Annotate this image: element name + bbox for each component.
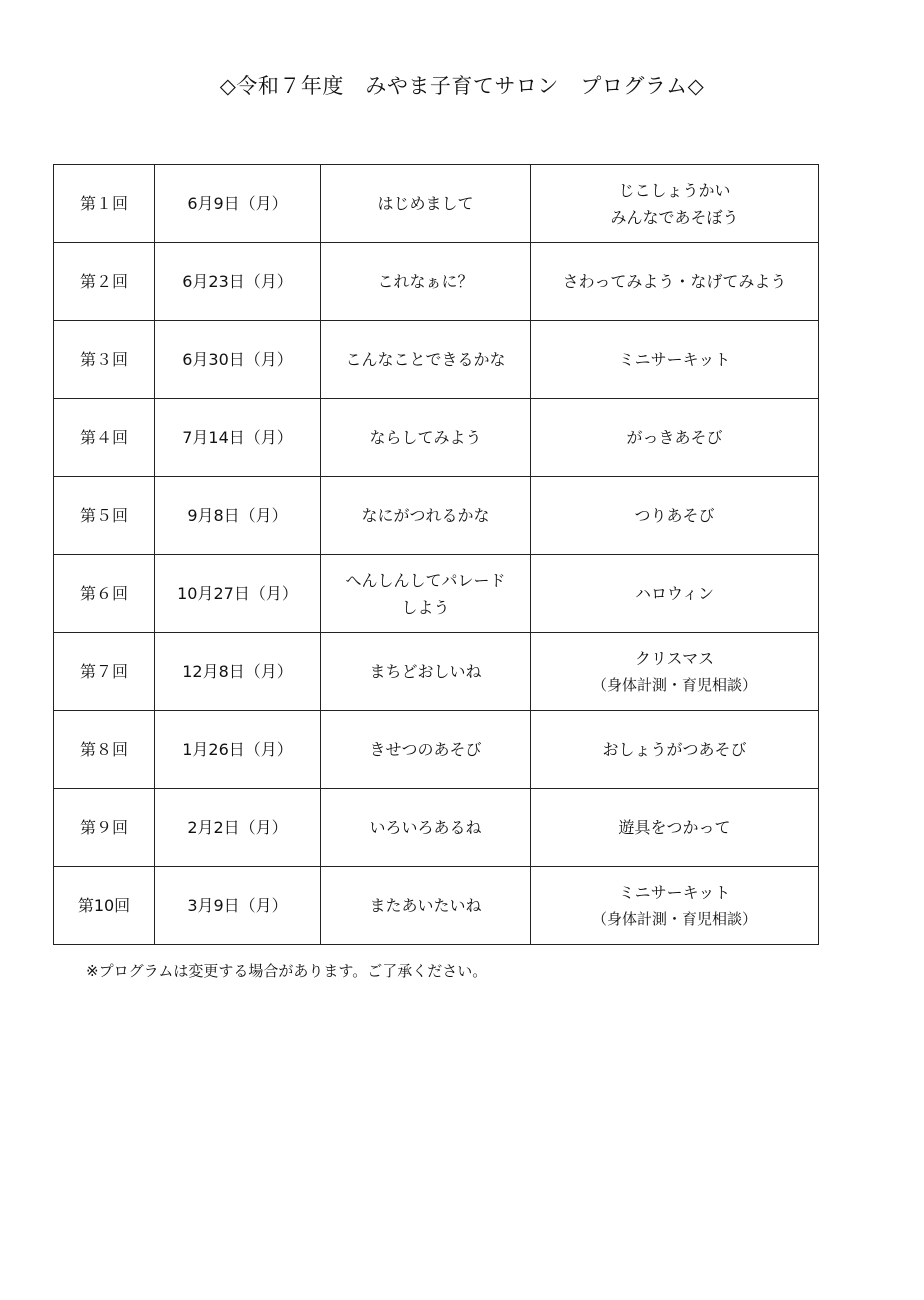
- session-theme: [321, 711, 531, 789]
- session-date: 9月8日（月）: [155, 477, 321, 555]
- session-date: 10月27日（月）: [155, 555, 321, 633]
- session-theme: [321, 477, 531, 555]
- footnote: ※プログラムは変更する場合があります。ご了承ください。: [86, 962, 488, 980]
- session-date: 12月8日（月）: [155, 633, 321, 711]
- table-row: [54, 243, 819, 321]
- theme-line: はじめまして: [377, 194, 474, 213]
- activity-line: みんなであそぼう: [610, 207, 739, 227]
- activity-line: がっきあそび: [626, 428, 723, 447]
- activity-line: 遊具をつかって: [618, 818, 731, 837]
- session-theme: [321, 633, 531, 711]
- table-row: [54, 321, 819, 399]
- theme-line: きせつのあそび: [369, 740, 482, 759]
- activity-line: さわってみよう・なげてみよう: [562, 272, 787, 291]
- session-date: 6月30日（月）: [155, 321, 321, 399]
- session-number: 第３回: [54, 321, 155, 399]
- table-row: [54, 477, 819, 555]
- session-theme: [321, 555, 531, 633]
- session-activity: [531, 555, 819, 633]
- session-number: 第１回: [54, 165, 155, 243]
- session-date: 6月23日（月）: [155, 243, 321, 321]
- session-theme: [321, 243, 531, 321]
- session-date: 1月26日（月）: [155, 711, 321, 789]
- theme-line: なにがつれるかな: [361, 506, 490, 525]
- theme-line: ならしてみよう: [369, 428, 482, 447]
- theme-line: いろいろあるね: [369, 818, 482, 837]
- session-number: 第２回: [54, 243, 155, 321]
- session-date: 3月9日（月）: [155, 867, 321, 945]
- session-number: 第９回: [54, 789, 155, 867]
- table-row: [54, 867, 819, 945]
- theme-line: へんしんしてパレード: [345, 570, 506, 590]
- session-activity: [531, 477, 819, 555]
- session-theme: [321, 399, 531, 477]
- session-activity: [531, 633, 819, 711]
- session-date: 7月14日（月）: [155, 399, 321, 477]
- activity-line: ハロウィン: [634, 584, 715, 603]
- activity-line: おしょうがつあそび: [602, 740, 747, 759]
- theme-line: これなぁに？: [377, 272, 474, 291]
- session-activity: [531, 711, 819, 789]
- session-number: 第４回: [54, 399, 155, 477]
- activity-line: （身体計測・育児相談）: [591, 675, 757, 694]
- session-theme: [321, 789, 531, 867]
- session-number: 第６回: [54, 555, 155, 633]
- session-activity: [531, 165, 819, 243]
- activity-line: ミニサーキット: [618, 882, 731, 902]
- session-theme: [321, 165, 531, 243]
- theme-line: こんなことできるかな: [345, 350, 506, 369]
- theme-line: しよう: [401, 597, 450, 617]
- session-activity: [531, 399, 819, 477]
- session-activity: [531, 321, 819, 399]
- session-number: 第７回: [54, 633, 155, 711]
- table-row: [54, 555, 819, 633]
- session-date: 6月9日（月）: [155, 165, 321, 243]
- table-row: [54, 399, 819, 477]
- table-row: [54, 789, 819, 867]
- session-number: 第５回: [54, 477, 155, 555]
- session-theme: [321, 867, 531, 945]
- session-activity: [531, 867, 819, 945]
- activity-line: ミニサーキット: [618, 350, 731, 369]
- activity-line: じこしょうかい: [618, 180, 731, 200]
- session-activity: [531, 789, 819, 867]
- theme-line: まちどおしいね: [369, 662, 482, 681]
- theme-line: またあいたいね: [369, 896, 482, 915]
- program-table: [53, 164, 819, 945]
- session-number: 第10回: [54, 867, 155, 945]
- table-row: [54, 633, 819, 711]
- session-date: 2月2日（月）: [155, 789, 321, 867]
- activity-line: クリスマス: [634, 648, 715, 668]
- page-title: ◇令和７年度 みやま子育てサロン プログラム◇: [219, 74, 705, 98]
- activity-line: （身体計測・育児相談）: [591, 909, 757, 928]
- activity-line: つりあそび: [634, 506, 715, 525]
- table-row: [54, 711, 819, 789]
- session-activity: [531, 243, 819, 321]
- session-theme: [321, 321, 531, 399]
- table-row: [54, 165, 819, 243]
- session-number: 第８回: [54, 711, 155, 789]
